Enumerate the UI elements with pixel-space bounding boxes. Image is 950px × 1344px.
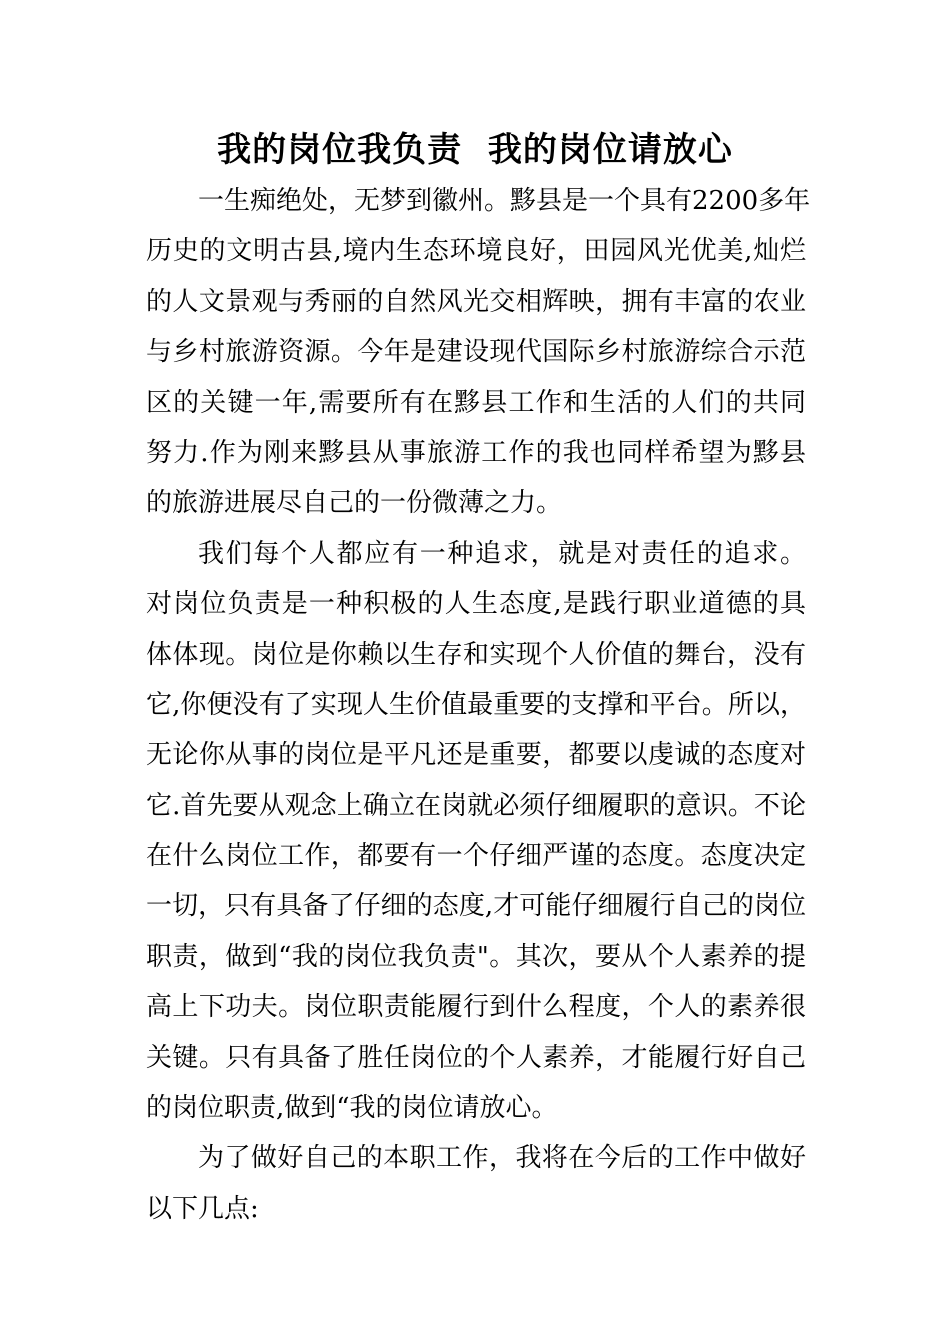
text-line: 的旅游进展尽自己的一份微薄之力。 [146, 488, 563, 519]
text-line: 体体现。岗位是你赖以生存和实现个人价值的舞台，没有 [146, 639, 806, 670]
text-line: 与乡村旅游资源。今年是建设现代国际乡村旅游综合示范 [146, 337, 806, 368]
text-line: 职责，做到“我的岗位我负责"。其次，要从个人素养的提 [146, 941, 806, 972]
text-line: 无论你从事的岗位是平凡还是重要，都要以虔诚的态度对 [146, 740, 806, 771]
text-line: 的岗位职责,做到“我的岗位请放心。 [146, 1093, 558, 1124]
text-line: 的人文景观与秀丽的自然风光交相辉映，拥有丰富的农业 [146, 286, 806, 317]
text-line: 我们每个人都应有一种追求，就是对责任的追求。 [198, 538, 806, 569]
text-line: 它,你便没有了实现人生价值最重要的支撑和平台。所以， [146, 689, 806, 720]
text-line: 一切，只有具备了仔细的态度,才可能仔细履行自己的岗位 [146, 891, 806, 922]
text-line: 历史的文明古县,境内生态环境良好，田园风光优美,灿烂 [146, 236, 806, 267]
text-line: 为了做好自己的本职工作，我将在今后的工作中做好 [198, 1143, 806, 1174]
text-line: 区的关键一年,需要所有在黟县工作和生活的人们的共同 [146, 387, 806, 418]
text-line: 它.首先要从观念上确立在岗就必须仔细履职的意识。不论 [146, 790, 806, 821]
paragraph [146, 529, 806, 1134]
text-line: 对岗位负责是一种积极的人生态度,是践行职业道德的具 [146, 589, 806, 620]
document-title: 我的岗位我负责 我的岗位请放心 [217, 130, 733, 170]
text-line: 高上下功夫。岗位职责能履行到什么程度，个人的素养很 [146, 992, 806, 1023]
paragraph [146, 1133, 806, 1234]
text-line: 一生痴绝处，无梦到徽州。黟县是一个具有2200多年 [198, 186, 811, 216]
text-line: 努力.作为刚来黟县从事旅游工作的我也同样希望为黟县 [146, 437, 806, 468]
text-line: 关键。只有具备了胜任岗位的个人素养，才能履行好自己 [146, 1042, 806, 1073]
document-body [146, 176, 811, 1234]
text-line: 以下几点: [146, 1193, 259, 1224]
text-line: 在什么岗位工作，都要有一个仔细严谨的态度。态度决定 [146, 841, 806, 872]
paragraph [146, 176, 811, 529]
